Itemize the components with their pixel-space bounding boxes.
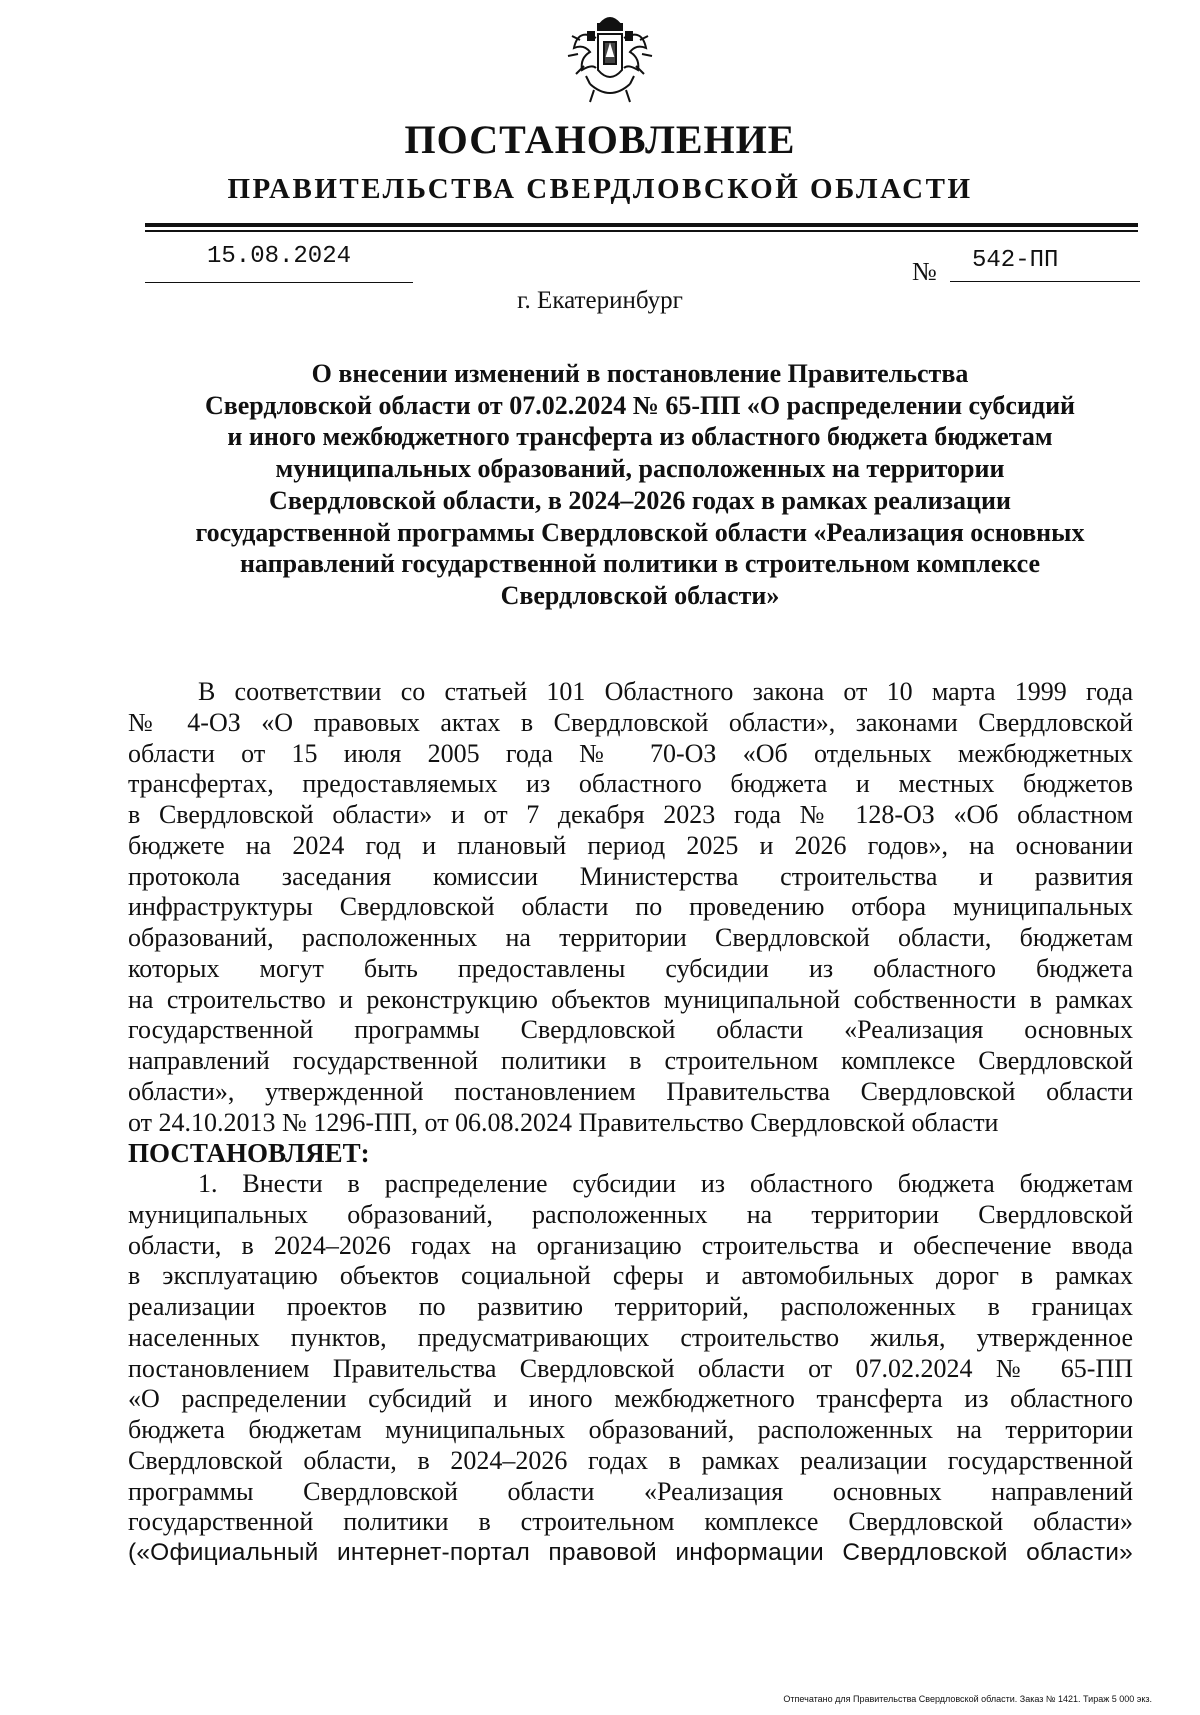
- body-line: которых могут быть предоставлены субсидии из областного бюджета: [128, 953, 1133, 983]
- title-line: государственной программы Свердловской области «Реализация основных: [195, 517, 1085, 547]
- title-line: направлений государственной политики в строительном комплексе: [239, 549, 1041, 579]
- body-line: реализации проектов по развитию территорий, расположенных в границах: [128, 1292, 1133, 1321]
- body-line: области, в 2024–2026 годах на организацию строительства и обеспечение ввода: [128, 1230, 1133, 1260]
- body-line: постановлением Правительства Свердловской области от 07.02.2024 № 65-ПП: [128, 1353, 1133, 1383]
- body-line: трансфертах, предоставляемых из областного бюджета и местных бюджетов: [128, 769, 1133, 799]
- body-line: в эксплуатацию объектов социальной сферы и автомобильных дорог в рамках: [128, 1261, 1133, 1291]
- body-line: образований, расположенных на территории Свердловской области, бюджетам: [128, 923, 1133, 952]
- body-line: инфраструктуры Свердловской области по проведению отбора муниципальных: [128, 892, 1133, 922]
- body-line: области от 15 июля 2005 года № 70-ОЗ «Об отдельных межбюджетных: [128, 738, 1133, 768]
- number-sign: №: [912, 257, 937, 286]
- header-divider-thick: [145, 223, 1138, 227]
- body-line: 1. Внести в распределение субсидии из областного бюджета бюджетам: [198, 1169, 1133, 1198]
- title-line: О внесении изменений в постановление Правительства: [311, 359, 969, 388]
- resolution-keyword: ПОСТАНОВЛЯЕТ:: [128, 1138, 370, 1169]
- body-line: в Свердловской области» и от 7 декабря 2023 года № 128-ОЗ «Об областном: [128, 800, 1133, 829]
- body-line: («Официальный интернет-портал правовой информации Свердловской области»: [128, 1539, 1133, 1566]
- body-line: Свердловской области, в 2024–2026 годах в рамках реализации государственной: [128, 1445, 1133, 1475]
- issue-city: г. Екатеринбург: [517, 287, 683, 314]
- body-line: муниципальных образований, расположенных на территории Свердловской: [128, 1199, 1133, 1229]
- body-line: программы Свердловской области «Реализация основных направлений: [128, 1476, 1133, 1506]
- title-line: Свердловской области, в 2024–2026 годах в рамках реализации: [269, 485, 1011, 515]
- body-line: области», утвержденной постановлением Правительства Свердловской области: [128, 1076, 1133, 1106]
- title-line: Свердловской области от 07.02.2024 № 65-ПП «О распределении субсидий: [204, 390, 1076, 420]
- body-line: № 4-ОЗ «О правовых актах в Свердловской области», законами Свердловской: [128, 707, 1133, 737]
- body-line: на строительство и реконструкцию объектов муниципальной собственности в рамках: [128, 984, 1133, 1014]
- coat-of-arms-emblem: [560, 10, 660, 110]
- title-line: и иного межбюджетного трансферта из областного бюджета бюджетам: [227, 422, 1053, 452]
- document-number: 542-ПП: [950, 246, 1140, 282]
- body-line: протокола заседания комиссии Министерства строительства и развития: [128, 861, 1133, 891]
- body-line: направлений государственной политики в строительном комплексе Свердловской: [128, 1046, 1133, 1075]
- body-line: населенных пунктов, предусматривающих строительство жилья, утвержденное: [128, 1322, 1133, 1352]
- body-line: бюджета бюджетам муниципальных образований, расположенных на территории: [128, 1415, 1133, 1444]
- body-line: государственной программы Свердловской области «Реализация основных: [128, 1015, 1133, 1045]
- document-title: [140, 358, 1140, 612]
- title-line: Свердловской области»: [500, 580, 780, 610]
- body-line: «О распределении субсидий и иного межбюджетного трансферта из областного: [128, 1384, 1133, 1414]
- print-footer: Отпечатано для Правительства Свердловской области. Заказ № 1421. Тираж 5 000 экз.: [783, 1694, 1152, 1704]
- body-line: бюджете на 2024 год и плановый период 2025 и 2026 годов», на основании: [128, 830, 1133, 860]
- body-line: государственной политики в строительном комплексе Свердловской области»: [128, 1507, 1133, 1537]
- body-line: В соответствии со статьей 101 Областного закона от 10 марта 1999 года: [198, 677, 1133, 706]
- document-body: [128, 677, 1133, 1569]
- issuer-name: ПРАВИТЕЛЬСТВА СВЕРДЛОВСКОЙ ОБЛАСТИ: [227, 173, 973, 205]
- document-date: 15.08.2024: [145, 242, 413, 283]
- body-line: от 24.10.2013 № 1296-ПП, от 06.08.2024 Правительство Свердловской области: [128, 1107, 999, 1137]
- document-type: ПОСТАНОВЛЕНИЕ: [404, 117, 796, 162]
- header-divider-thin: [145, 230, 1138, 232]
- title-line: муниципальных образований, расположенных на территории: [275, 454, 1005, 484]
